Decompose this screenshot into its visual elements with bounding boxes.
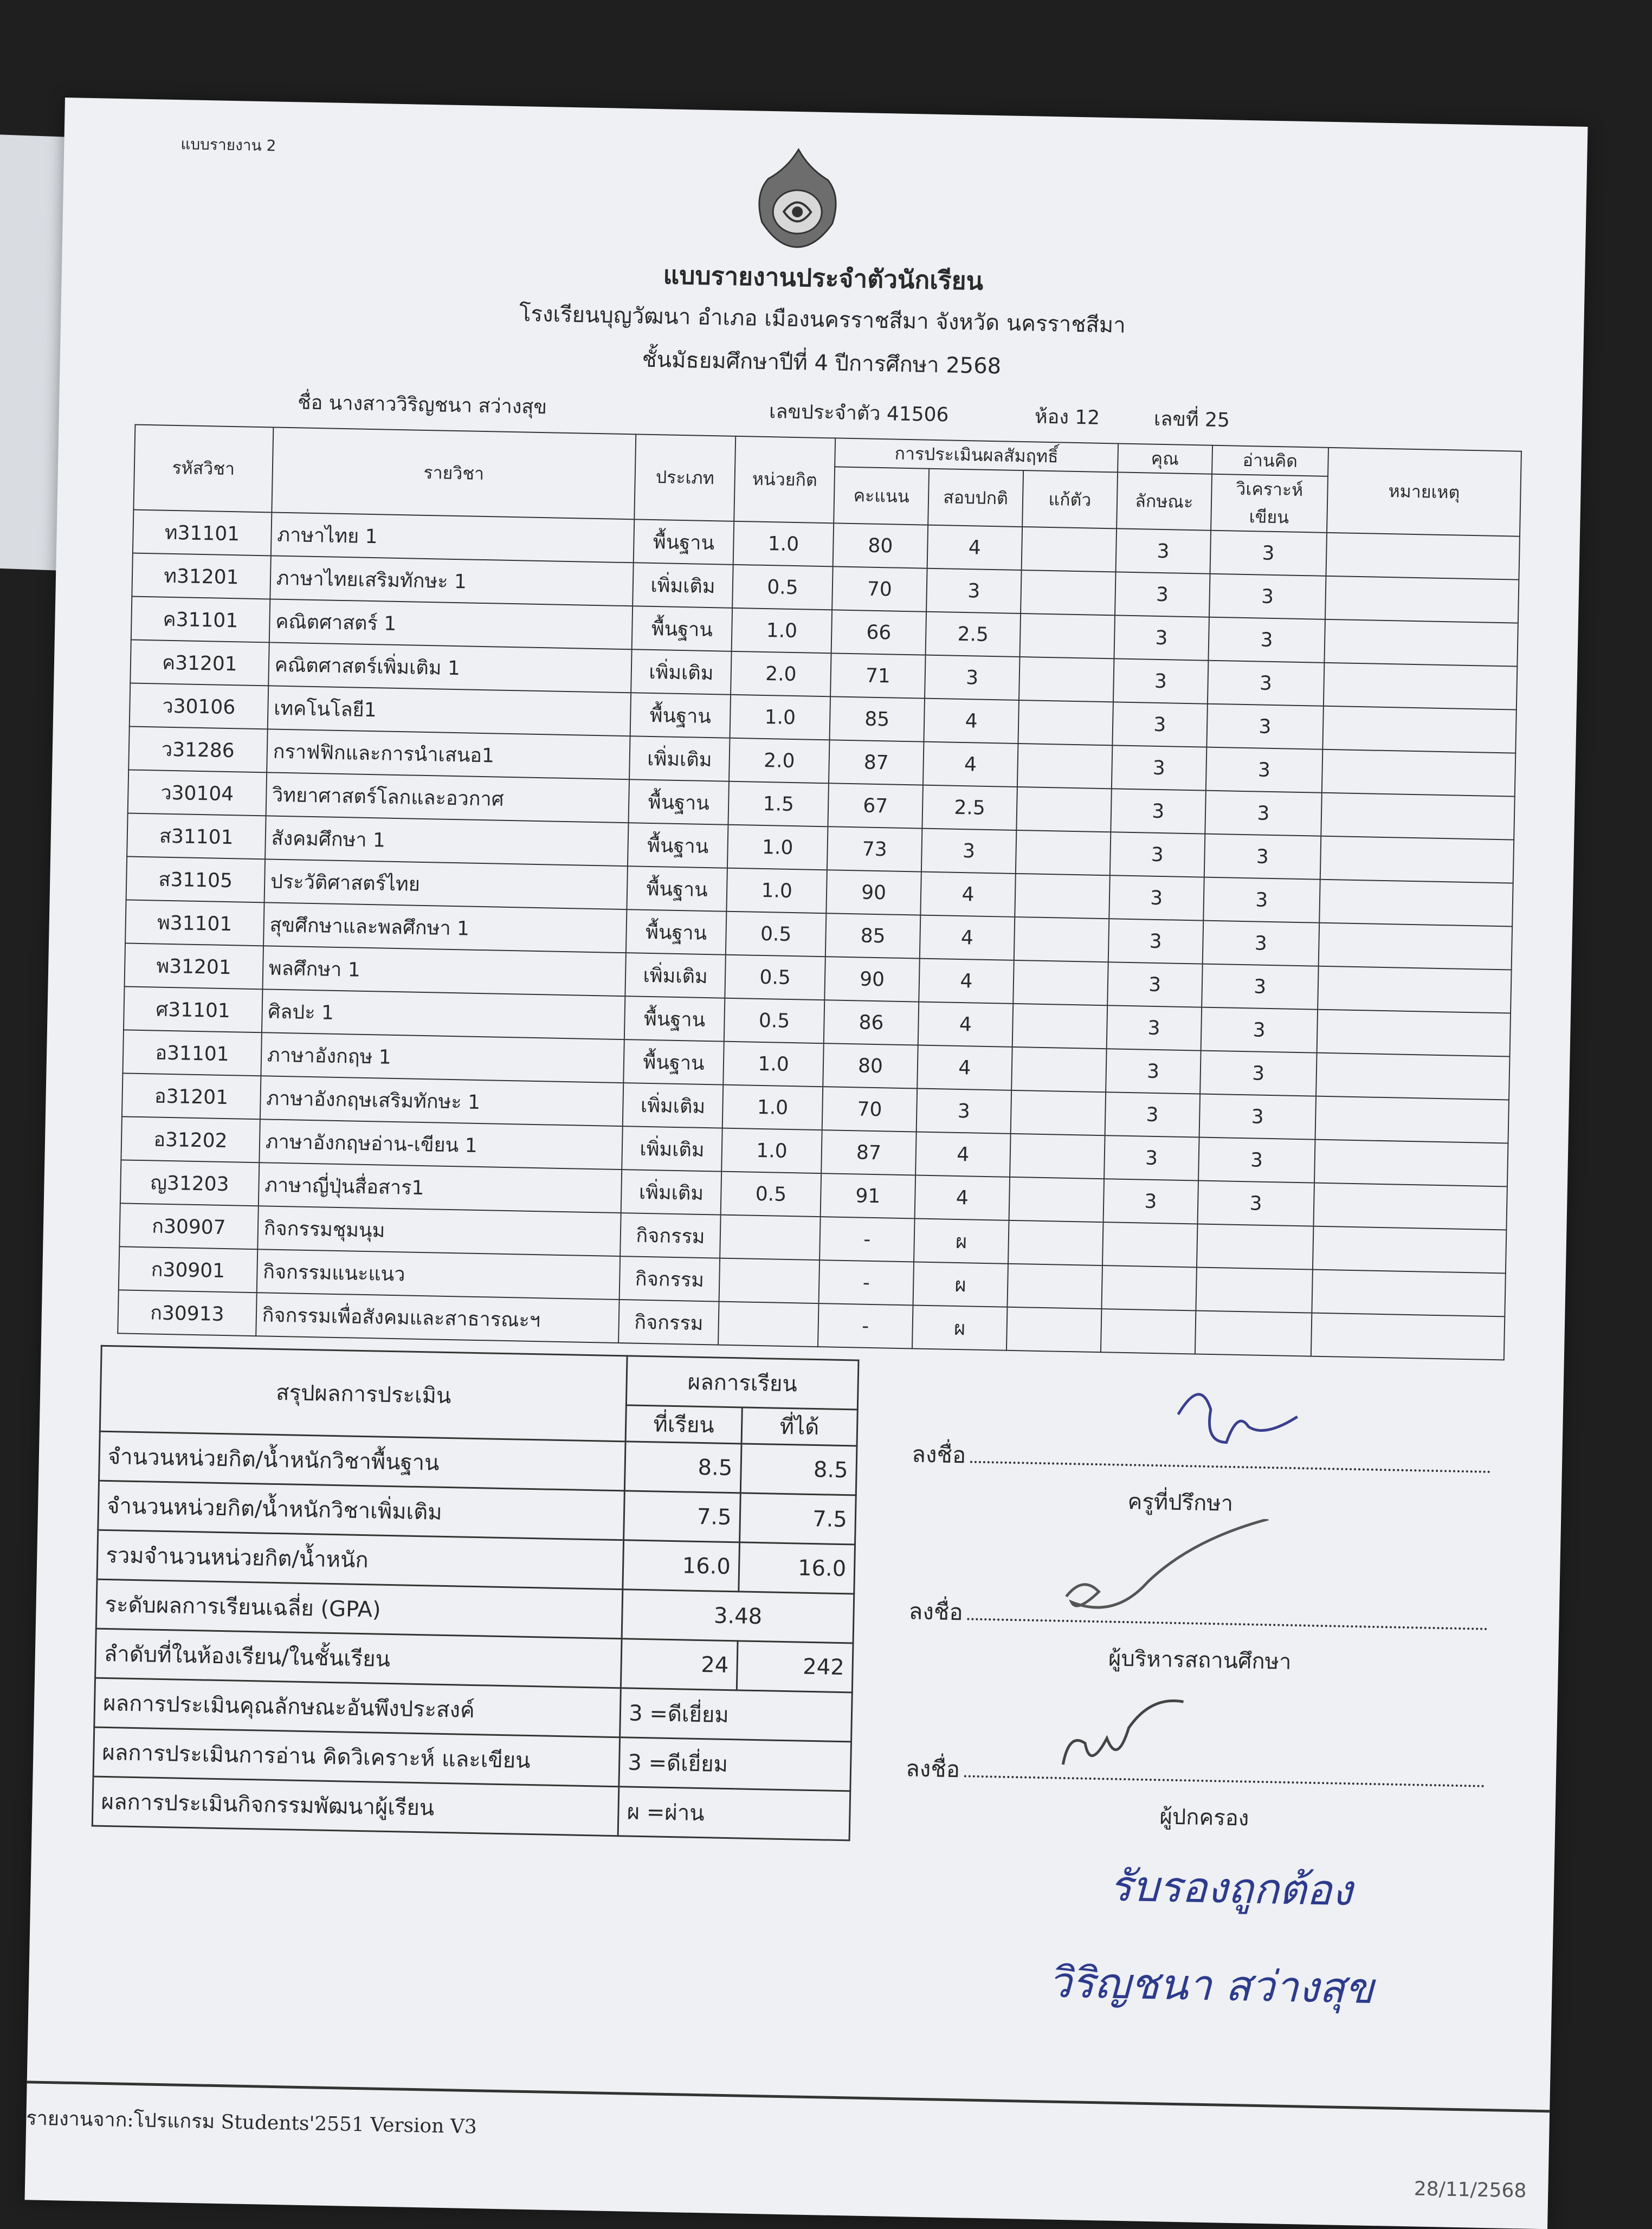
subject-score: - (818, 1303, 913, 1348)
subject-retake (1019, 613, 1114, 658)
subject-credit: 2.0 (729, 738, 830, 784)
header-read-top: อ่านคิด (1212, 445, 1328, 476)
header-char-top: คุณ (1118, 443, 1212, 474)
subject-credit: 1.0 (733, 521, 834, 567)
subject-credit: 1.0 (732, 608, 833, 654)
subject-retake (1016, 830, 1111, 875)
subject-read: 3 (1204, 834, 1321, 880)
subject-grade: 4 (920, 915, 1015, 960)
subject-credit: 1.0 (730, 695, 831, 740)
subject-char: 3 (1113, 658, 1208, 703)
subject-remark (1322, 750, 1515, 797)
subject-retake (1014, 917, 1109, 962)
subject-type: เพิ่มเติม (631, 649, 732, 695)
sign-label: ลงชื่อ (911, 1440, 966, 1469)
subject-score: 87 (829, 740, 924, 785)
footer-date: 28/11/2568 (1414, 2178, 1527, 2202)
subject-code: อ31101 (122, 1030, 261, 1076)
subject-read (1196, 1267, 1313, 1313)
handwritten-name: วิริญชนา สว่างสุข (1047, 1958, 1374, 2013)
char-value: 3 =ดีเยี่ยม (620, 1688, 852, 1742)
subject-remark (1319, 923, 1512, 970)
header-type: ประเภท (634, 434, 735, 521)
subject-type: กิจกรรม (620, 1213, 721, 1258)
subject-type: พื้นฐาน (626, 909, 727, 955)
subject-grade: 3 (925, 655, 1019, 700)
subject-read: 3 (1209, 574, 1326, 619)
rank-class: 242 (737, 1641, 853, 1692)
summary-value: 16.0 (623, 1540, 739, 1592)
subject-read: 3 (1208, 617, 1325, 663)
subject-code: ญ31203 (120, 1160, 259, 1206)
subject-retake (1021, 527, 1116, 572)
rank-label: ลำดับที่ในห้องเรียน/ในชั้นเรียน (95, 1629, 622, 1688)
activity-label: ผลการประเมินกิจกรรมพัฒนาผู้เรียน (92, 1776, 619, 1836)
subject-code: ว30104 (128, 770, 267, 816)
subject-read (1195, 1310, 1312, 1356)
subject-type: พื้นฐาน (624, 996, 725, 1042)
subject-char: 3 (1107, 962, 1202, 1007)
subject-remark (1316, 1053, 1509, 1100)
subject-remark (1318, 966, 1511, 1013)
subject-name: กราฟฟิกและการนำเสนอ1 (267, 729, 630, 779)
subject-grade: 4 (919, 959, 1014, 1004)
subject-type: พื้นฐาน (628, 823, 728, 868)
subject-credit: 1.0 (721, 1128, 822, 1174)
header-char-bottom: ลักษณะ (1117, 472, 1212, 530)
subject-read (1197, 1224, 1314, 1269)
subject-name: กิจกรรมชุมนุม (257, 1206, 621, 1256)
subject-grade: 4 (915, 1175, 1010, 1220)
subject-type: พื้นฐาน (623, 1039, 724, 1085)
subject-retake (1006, 1307, 1101, 1352)
subject-grade: 4 (915, 1132, 1010, 1177)
subject-code: ก30907 (119, 1203, 258, 1249)
subject-char: 3 (1105, 1092, 1199, 1137)
subject-type: เพิ่มเติม (623, 1083, 724, 1128)
subject-type: พื้นฐาน (632, 606, 733, 651)
subject-char: 3 (1108, 919, 1203, 964)
sign-label: ลงชื่อ (905, 1755, 960, 1783)
subject-code: พ31101 (125, 900, 264, 946)
header-code: รหัสวิชา (133, 425, 273, 513)
subject-name: ภาษาอังกฤษเสริมทักษะ 1 (260, 1076, 624, 1126)
subject-read: 3 (1198, 1138, 1315, 1183)
director-role: ผู้บริหารสถานศึกษา (1108, 1646, 1292, 1675)
subject-grade: ผ (914, 1218, 1009, 1263)
subject-char: 3 (1115, 528, 1210, 573)
rank-room: 24 (621, 1639, 738, 1690)
header-assessment: การประเมินผลสัมฤทธิ์ (835, 438, 1118, 472)
subject-remark (1317, 1010, 1511, 1057)
subject-retake (1010, 1134, 1105, 1179)
summary-label: จำนวนหน่วยกิต/น้ำหนักวิชาพื้นฐาน (99, 1431, 626, 1491)
subject-code: ก30913 (118, 1290, 256, 1336)
gpa-label: ระดับผลการเรียนเฉลี่ย (GPA) (96, 1579, 623, 1639)
subject-read: 3 (1205, 791, 1322, 836)
subject-score: 66 (831, 610, 926, 655)
subject-score: 80 (823, 1043, 918, 1088)
footer-program: รายงานจาก:โปรแกรม Students'2551 Version V3 (26, 2107, 477, 2138)
header-subject: รายวิชา (272, 427, 636, 519)
subject-read: 3 (1202, 921, 1319, 966)
subject-type: พื้นฐาน (627, 866, 728, 912)
subject-remark (1321, 793, 1514, 840)
subject-credit: 0.5 (724, 998, 825, 1044)
subject-code: ศ31101 (124, 986, 262, 1032)
subject-retake (1019, 657, 1114, 702)
subject-name: พลศึกษา 1 (262, 946, 626, 996)
subject-char: 3 (1112, 745, 1206, 790)
header-read-bottom: วิเคราะห์เขียน (1211, 474, 1328, 533)
subject-credit: 1.5 (728, 781, 829, 827)
subject-grade: 4 (918, 1002, 1013, 1047)
subject-score: 73 (827, 826, 922, 871)
subject-char: 3 (1112, 702, 1207, 747)
grades-body (118, 510, 1520, 1360)
subject-grade: ผ (913, 1262, 1008, 1307)
school-line: โรงเรียนบุญวัฒนา อำเภอ เมืองนครราชสีมา จังหวัด นครราชสีมา (519, 301, 1126, 338)
report-paper (25, 98, 1588, 2229)
subject-credit: 0.5 (732, 565, 833, 610)
subject-type: เพิ่มเติม (622, 1126, 722, 1172)
subject-char: 3 (1111, 789, 1205, 834)
subject-remark (1325, 576, 1519, 623)
summary-col-taken: ที่เรียน (625, 1405, 742, 1444)
subject-credit: 0.5 (726, 912, 827, 957)
advisor-role: ครูที่ปรึกษา (1127, 1489, 1234, 1516)
subject-read: 3 (1210, 531, 1327, 576)
subject-code: ค31101 (131, 597, 270, 643)
summary-col-earned: ที่ได้ (741, 1407, 858, 1446)
subject-score: - (819, 1260, 914, 1305)
gpa-value: 3.48 (622, 1590, 854, 1643)
subject-read: 3 (1202, 964, 1319, 1010)
subject-credit: 2.0 (731, 651, 831, 697)
parent-role: ผู้ปกครอง (1159, 1804, 1249, 1831)
subject-char (1101, 1265, 1196, 1310)
subject-grade: 4 (917, 1045, 1012, 1090)
summary-value: 7.5 (624, 1491, 740, 1542)
summary-value: 8.5 (740, 1444, 857, 1495)
subject-grade: 4 (927, 525, 1022, 570)
subject-type: กิจกรรม (618, 1300, 719, 1345)
subject-score: 80 (833, 523, 928, 568)
subject-score: 86 (824, 1000, 919, 1045)
subject-name: ภาษาอังกฤษอ่าน-เขียน 1 (259, 1119, 623, 1170)
subject-grade: ผ (912, 1305, 1007, 1350)
class-line: ชั้นมัธยมศึกษาปีที่ 4 ปีการศึกษา 2568 (642, 347, 1002, 379)
subject-read: 3 (1203, 877, 1320, 923)
subject-char: 3 (1109, 875, 1204, 920)
subject-remark (1311, 1313, 1505, 1360)
subject-remark (1324, 619, 1518, 667)
header-retake: แก้ตัว (1022, 470, 1118, 528)
subject-retake (1011, 1047, 1106, 1092)
subject-score: 91 (821, 1173, 915, 1218)
subject-char (1101, 1309, 1196, 1354)
subject-code: ส31101 (127, 813, 266, 859)
subject-grade: 2.5 (922, 785, 1017, 830)
subject-grade: 4 (920, 872, 1015, 917)
subject-score: 70 (832, 566, 927, 611)
read-value: 3 =ดีเยี่ยม (619, 1737, 851, 1791)
subject-remark (1315, 1096, 1509, 1143)
subject-code: ค31201 (130, 640, 269, 686)
summary-label: รวมจำนวนหน่วยกิต/น้ำหนัก (97, 1530, 624, 1590)
summary-value: 8.5 (625, 1442, 741, 1493)
subject-read: 3 (1208, 661, 1325, 706)
subject-credit: 0.5 (721, 1172, 822, 1217)
subject-char: 3 (1114, 615, 1209, 660)
subject-retake (1021, 570, 1115, 615)
subject-code: พ31201 (125, 943, 263, 989)
subject-score: 85 (830, 696, 925, 741)
subject-retake (1018, 700, 1113, 745)
subject-grade: 3 (917, 1089, 1011, 1134)
subject-char (1102, 1222, 1197, 1267)
subject-remark (1320, 836, 1514, 883)
student-id: เลขประจำตัว 41506 (769, 400, 949, 427)
subject-grade: 2.5 (926, 612, 1021, 657)
subject-char: 3 (1106, 1049, 1201, 1094)
subject-score: - (819, 1217, 914, 1262)
subject-code: อ31201 (122, 1073, 261, 1119)
summary-label: จำนวนหน่วยกิต/น้ำหนักวิชาเพิ่มเติม (98, 1481, 625, 1540)
grades-table (117, 424, 1522, 1361)
subject-read: 3 (1205, 747, 1322, 793)
subject-char: 3 (1106, 1005, 1201, 1050)
subject-name: ภาษาไทยเสริมทักษะ 1 (270, 555, 634, 606)
subject-name: ภาษาญี่ปุ่นสื่อสาร1 (259, 1162, 622, 1213)
subject-remark (1326, 533, 1519, 580)
subject-retake (1012, 1004, 1107, 1049)
director-signature-icon (1049, 1515, 1279, 1638)
handwritten-certification: รับรองถูกต้อง (1109, 1862, 1353, 1916)
summary-table (92, 1345, 860, 1842)
student-name: ชื่อ นางสาววิริญชนา สว่างสุข (297, 391, 547, 419)
student-number: เลขที่ 25 (1153, 408, 1230, 432)
subject-score: 87 (821, 1130, 916, 1175)
subject-char: 3 (1104, 1135, 1199, 1180)
summary-value: 7.5 (739, 1493, 856, 1545)
subject-remark (1324, 663, 1517, 710)
header-credit: หน่วยกิต (734, 436, 835, 524)
summary-value: 16.0 (738, 1542, 855, 1594)
subject-read: 3 (1199, 1094, 1316, 1140)
subject-name: กิจกรรมแนะแนว (257, 1249, 621, 1300)
read-label: ผลการประเมินการอ่าน คิดวิเคราะห์ และเขียน (93, 1727, 620, 1787)
subject-score: 90 (826, 870, 921, 915)
subject-type: เพิ่มเติม (621, 1170, 722, 1215)
subject-code: ว31286 (128, 726, 267, 772)
header-grade: สอบปกติ (928, 469, 1023, 527)
subject-char: 3 (1115, 572, 1210, 617)
school-emblem-icon (751, 146, 845, 250)
subject-code: อ31202 (121, 1116, 260, 1162)
advisor-signature-icon (1166, 1382, 1309, 1461)
subject-remark (1313, 1183, 1507, 1230)
subject-code: ส31105 (126, 856, 265, 902)
subject-credit: 1.0 (723, 1042, 824, 1087)
subject-credit: 1.0 (727, 825, 828, 870)
subject-retake (1009, 1177, 1104, 1222)
subject-retake (1007, 1264, 1102, 1309)
char-label: ผลการประเมินคุณลักษณะอันพึงประสงค์ (94, 1678, 621, 1737)
subject-type: พื้นฐาน (630, 693, 731, 738)
subject-code: ท31201 (132, 553, 270, 599)
subject-retake (1015, 874, 1109, 919)
subject-read: 3 (1197, 1181, 1314, 1226)
subject-grade: 4 (923, 742, 1018, 787)
subject-name: ภาษาไทย 1 (271, 512, 635, 563)
subject-grade: 3 (921, 829, 1016, 874)
subject-name: สังคมศึกษา 1 (265, 816, 629, 866)
subject-retake (1013, 960, 1108, 1005)
subject-score: 90 (824, 957, 919, 1002)
subject-type: เพิ่มเติม (629, 736, 730, 781)
subject-name: คณิตศาสตร์เพิ่มเติม 1 (268, 642, 632, 693)
subject-retake (1010, 1090, 1105, 1135)
subject-read: 3 (1206, 704, 1324, 750)
student-room: ห้อง 12 (1034, 405, 1100, 429)
subject-remark (1314, 1140, 1508, 1187)
form-number: แบบรายงาน 2 (180, 135, 276, 155)
subject-type: พื้นฐาน (634, 519, 734, 565)
subject-read: 3 (1201, 1007, 1318, 1053)
subject-name: เทคโนโลยี1 (267, 686, 631, 736)
subject-type: เพิ่มเติม (633, 563, 733, 608)
summary-result-header: ผลการเรียน (627, 1356, 859, 1410)
subject-name: สุขศึกษาและพลศึกษา 1 (263, 902, 627, 953)
subject-score: 71 (830, 653, 925, 698)
subject-read: 3 (1200, 1051, 1317, 1096)
subject-credit: 1.0 (722, 1085, 823, 1130)
header-score: คะแนน (834, 467, 929, 525)
subject-remark (1319, 880, 1513, 927)
parent-signature-icon (1052, 1689, 1195, 1789)
report-title: แบบรายงานประจำตัวนักเรียน (663, 260, 984, 296)
subject-credit (719, 1258, 820, 1304)
subject-grade: 3 (926, 568, 1021, 613)
subject-name: ประวัติศาสตร์ไทย (264, 859, 628, 909)
subject-retake (1008, 1220, 1103, 1265)
subject-credit (720, 1215, 821, 1261)
subject-remark (1322, 706, 1516, 753)
subject-retake (1017, 744, 1112, 789)
activity-value: ผ =ผ่าน (618, 1787, 850, 1840)
subject-code: ก30901 (119, 1246, 257, 1293)
subject-credit: 0.5 (725, 955, 825, 1000)
subject-type: พื้นฐาน (629, 779, 730, 825)
subject-score: 70 (822, 1087, 917, 1132)
subject-remark (1313, 1226, 1506, 1274)
subject-type: เพิ่มเติม (625, 953, 726, 998)
subject-name: คณิตศาสตร์ 1 (269, 599, 633, 649)
subject-char: 3 (1103, 1179, 1198, 1224)
subject-score: 85 (825, 913, 920, 958)
sign-label: ลงชื่อ (908, 1598, 964, 1626)
subject-name: ภาษาอังกฤษ 1 (261, 1032, 624, 1083)
subject-code: ว30106 (130, 683, 268, 729)
subject-credit (718, 1302, 819, 1347)
parent-signature-line (905, 1750, 1485, 1797)
subject-score: 67 (828, 783, 923, 828)
subject-name: กิจกรรมเพื่อสังคมและสาธารณะฯ (256, 1293, 620, 1343)
subject-char: 3 (1110, 832, 1205, 877)
subject-remark (1312, 1270, 1505, 1317)
subject-grade: 4 (924, 699, 1018, 744)
subject-credit: 1.0 (726, 868, 827, 914)
header-remark: หมายเหตุ (1327, 448, 1521, 537)
subject-retake (1016, 787, 1111, 832)
subject-name: ศิลปะ 1 (262, 989, 625, 1039)
subject-type: กิจกรรม (620, 1256, 720, 1302)
summary-title: สรุปผลการประเมิน (100, 1346, 627, 1442)
subject-code: ท31101 (133, 510, 272, 556)
subject-name: วิทยาศาสตร์โลกและอวกาศ (266, 772, 629, 823)
